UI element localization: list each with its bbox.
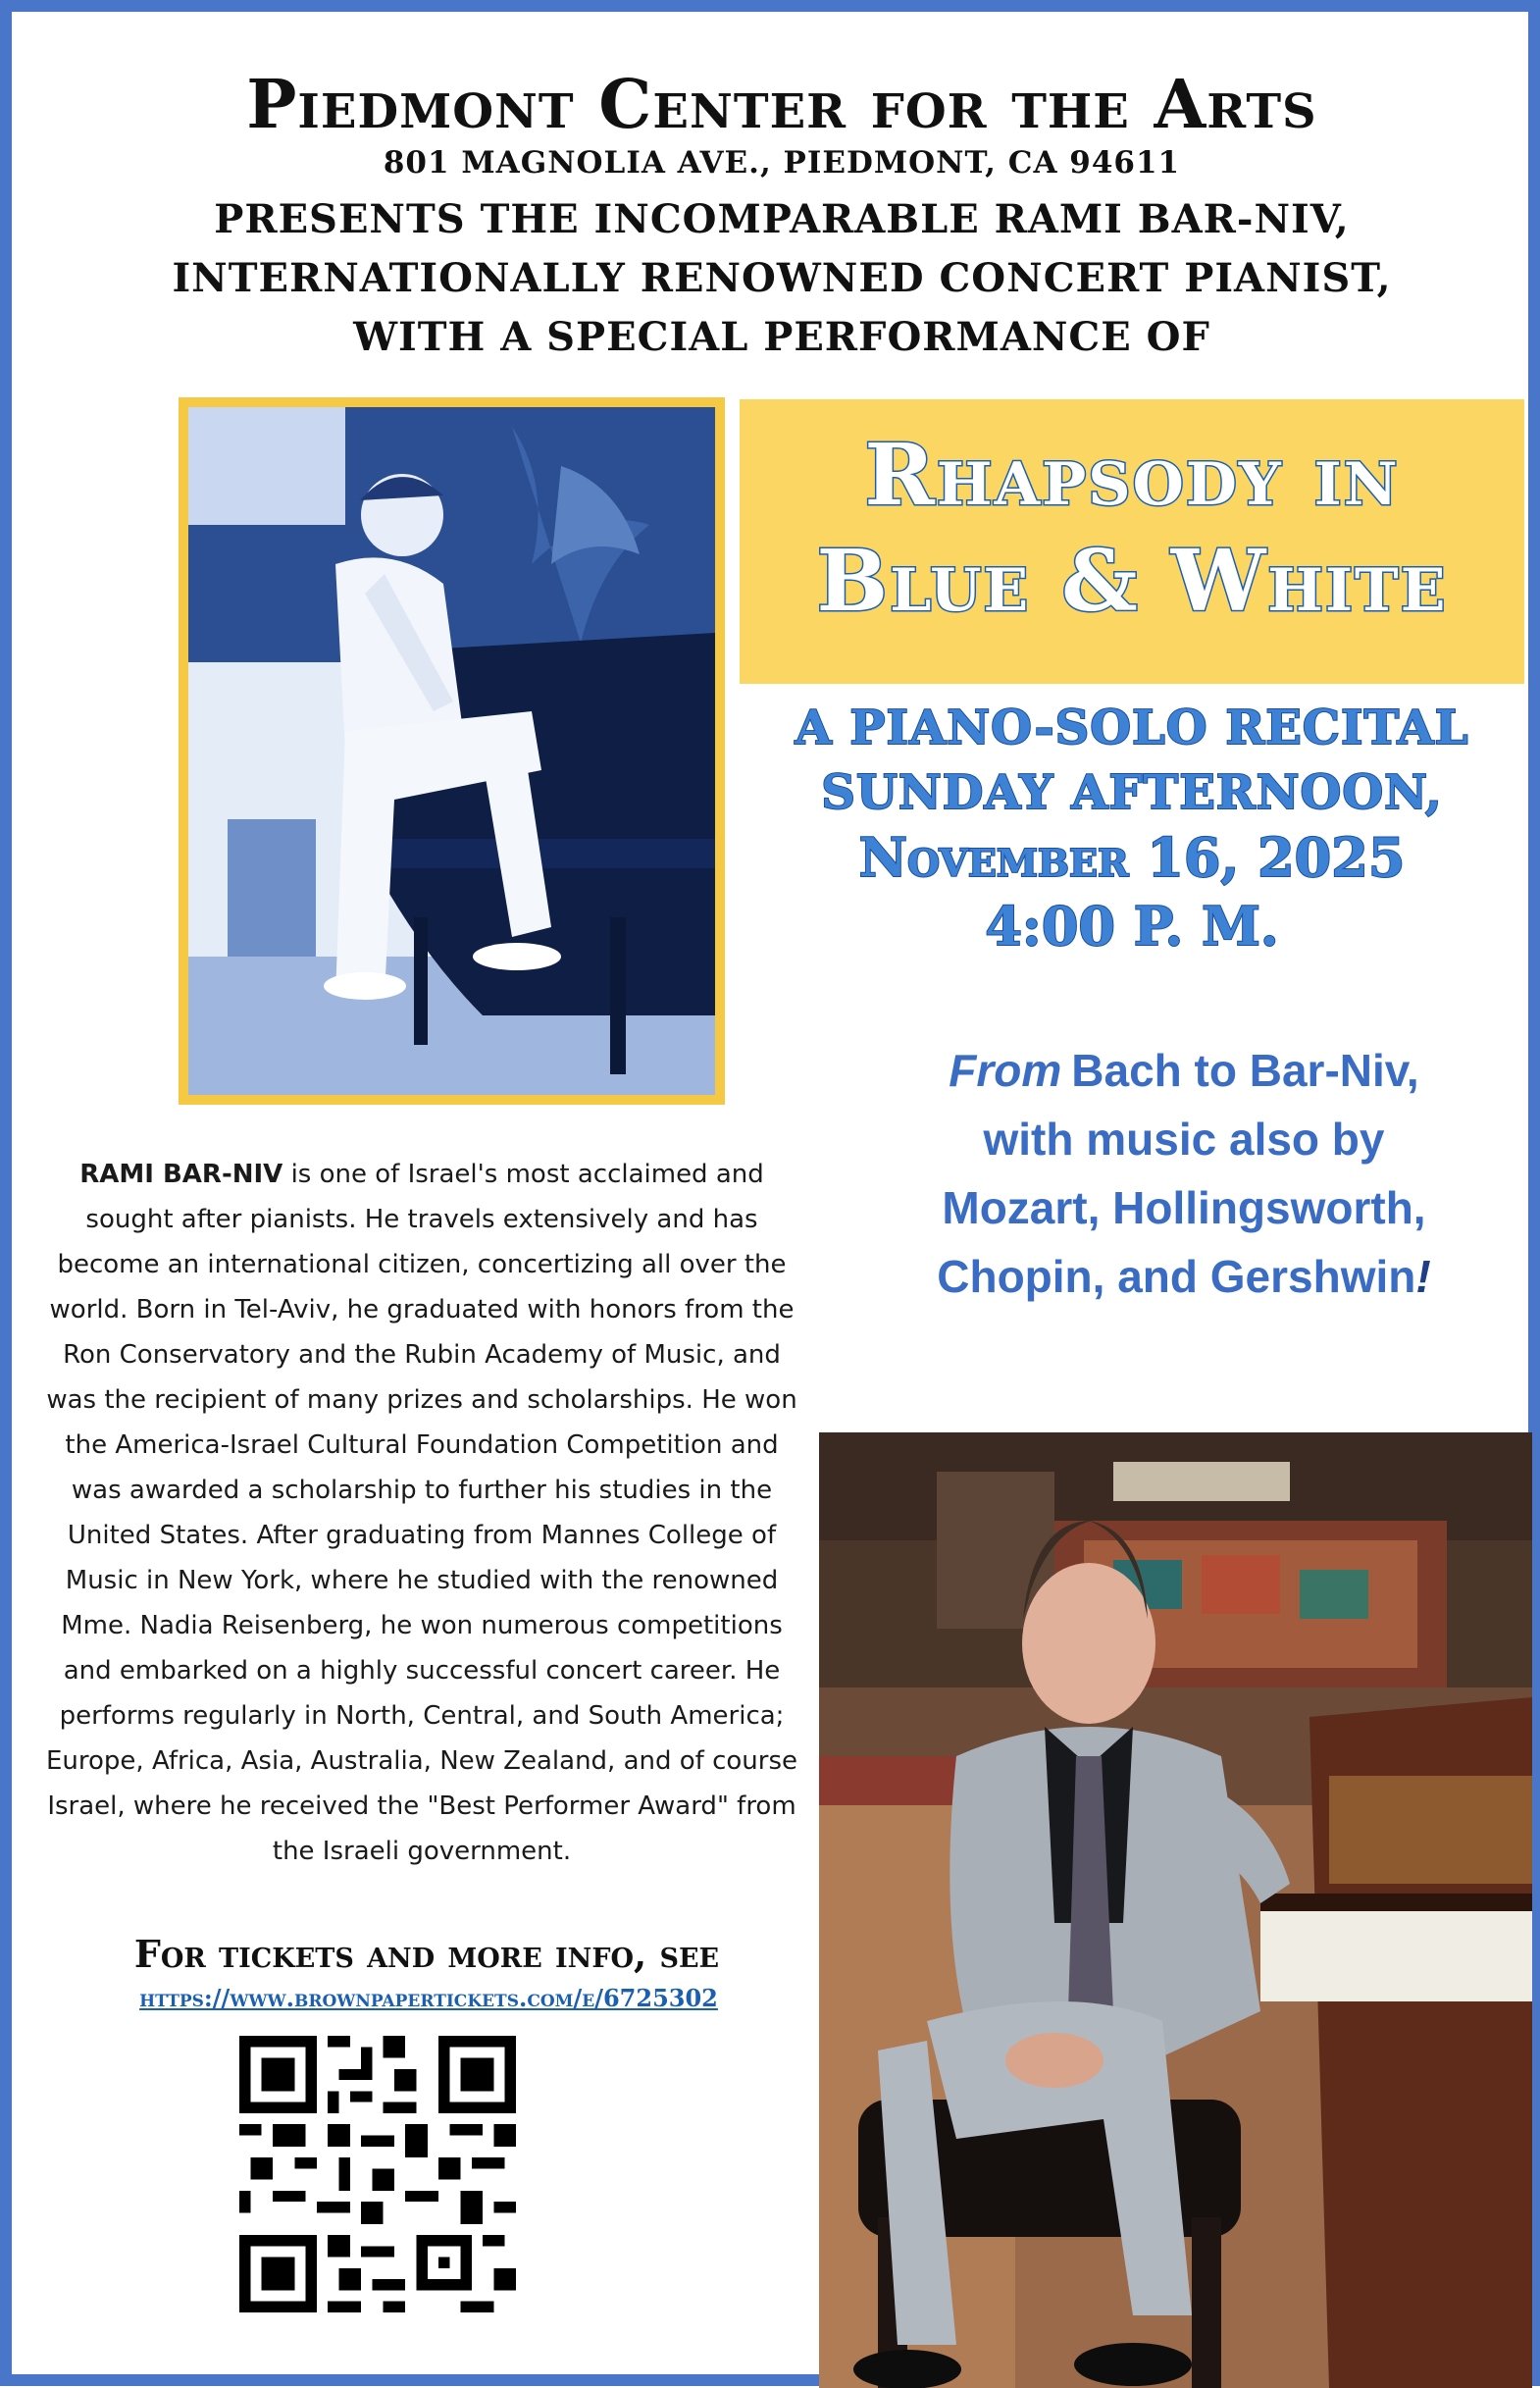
program-line-3: Mozart, Hollingsworth, (942, 1182, 1426, 1233)
bio-name: RAMI BAR-NIV (79, 1160, 283, 1189)
recital-day: SUNDAY AFTERNOON, (821, 765, 1443, 820)
program-line-1 (846, 1036, 1522, 1105)
vintage-pianist-photo (179, 397, 725, 1105)
program-exclamation: ! (1415, 1251, 1431, 1302)
concert-title-box (740, 399, 1524, 684)
presents-line-3: WITH A SPECIAL PERFORMANCE OF (353, 314, 1210, 360)
presents-line-2: INTERNATIONALLY RENOWNED CONCERT PIANIST, (172, 255, 1392, 301)
venue-title: Piedmont Center for the Arts (246, 66, 1317, 144)
qr-code[interactable] (239, 2036, 516, 2312)
program-description (846, 1036, 1522, 1311)
program-line-2: with music also by (983, 1114, 1385, 1165)
presents-block (24, 190, 1540, 367)
presents-line-1: PRESENTS THE INCOMPARABLE RAMI BAR-NIV, (214, 196, 1350, 242)
concert-title-line-2: Blue & White (816, 532, 1448, 631)
program-line-1-rest: Bach to Bar-Niv, (1071, 1045, 1419, 1096)
venue-address: 801 MAGNOLIA AVE., PIEDMONT, CA 94611 (383, 145, 1181, 181)
program-line-4 (846, 1242, 1522, 1311)
recital-type: A PIANO-SOLO RECITAL (795, 701, 1469, 755)
program-line-4-text: Chopin, and Gershwin (937, 1251, 1416, 1302)
concert-title-line-1: Rhapsody in (864, 426, 1400, 525)
pianist-color-photo (819, 1432, 1532, 2388)
biography (39, 1152, 804, 1874)
tickets-label: For tickets and more info, see (133, 1932, 720, 1976)
program-from: From (949, 1045, 1062, 1096)
tickets-link[interactable]: https://www.brownpapertickets.com/e/6725302 (139, 1984, 718, 2012)
recital-date: November 16, 2025 (858, 826, 1406, 889)
bio-text: is one of Israel's most acclaimed and sought after pianists. He travels extensively and has become an international citizen, concertizing all over the world. Born in Tel-Aviv, he graduated with honors from the Ron Conservatory and the Rubin Academy of Music, and was the recipient of many prizes and scholarships. He won the America-Israel Cultural Foundation Competition and was awarded a scholarship to further his studies in the United States. After graduating from Mannes College of Music in New York, where he studied with the renowned Mme. Nadia Reisenberg, he won numerous competitions and embarked on a highly successful concert career. He performs regularly in North, Central, and South America; Europe, Africa, Asia, Australia, New Zealand, and of course Israel, where he received the "Best Performer Award" from the Israeli government. (46, 1160, 797, 1866)
recital-time: 4:00 P. M. (985, 895, 1279, 958)
